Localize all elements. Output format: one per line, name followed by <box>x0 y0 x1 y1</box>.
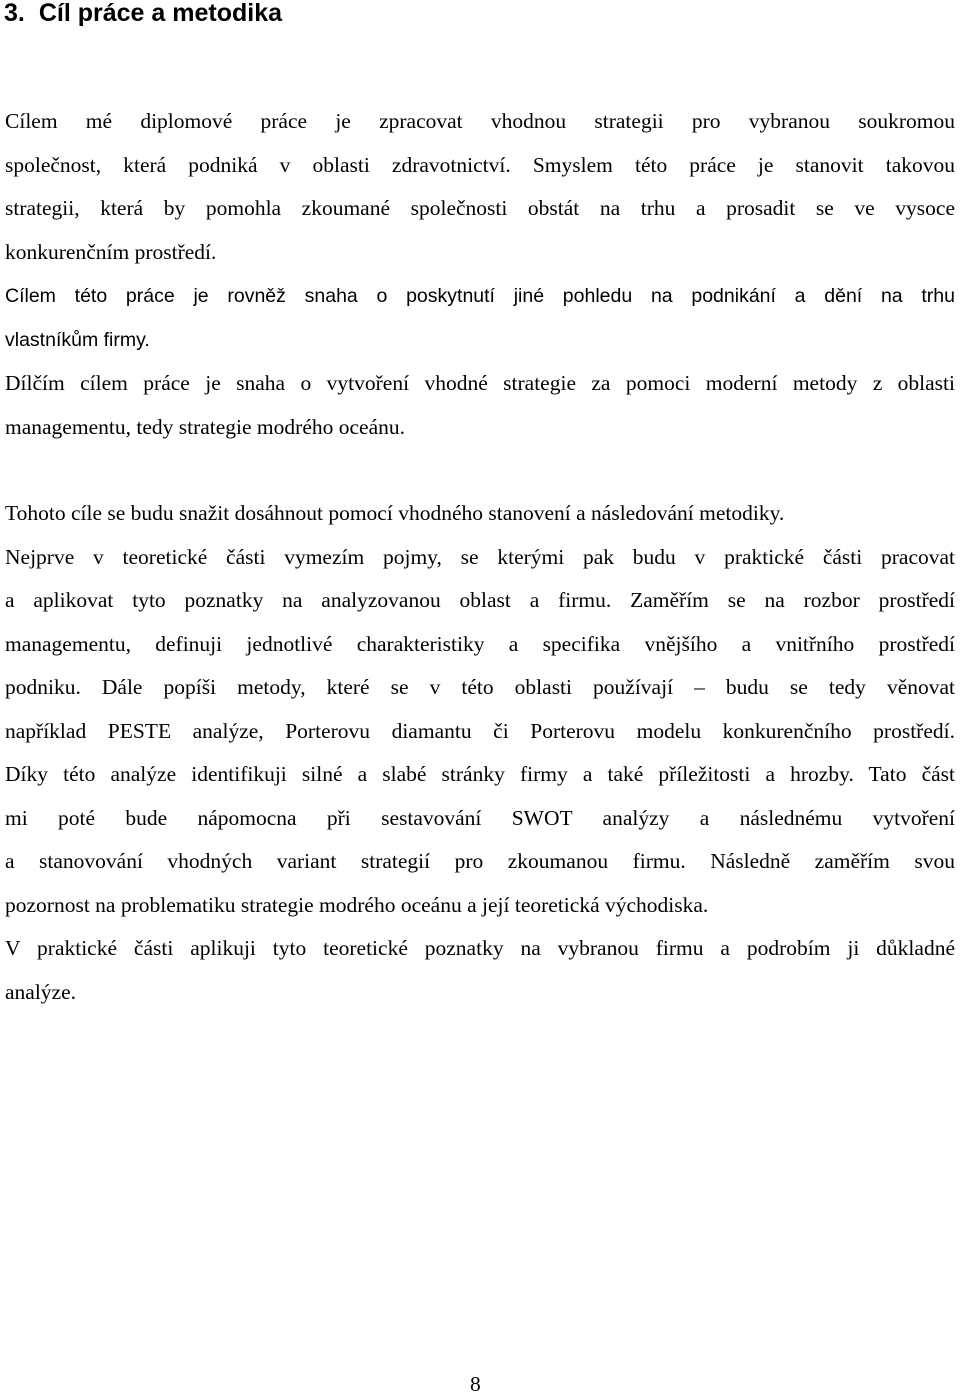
paragraph-partial-goal <box>5 362 955 449</box>
text-line: Tohoto cíle se budu snažit dosáhnout pomocí vhodného stanovení a následování metodiky. <box>5 501 785 525</box>
text-line: například PESTE analýze, Porterovu diamantu či Porterovu modelu konkurenčního prostředí. <box>5 718 955 743</box>
text-line: Nejprve v teoretické části vymezím pojmy, se kterými pak budu v praktické části pracovat <box>5 544 955 569</box>
paragraph-methodology <box>5 492 955 1014</box>
text-line: společnost, která podniká v oblasti zdravotnictví. Smyslem této práce je stanovit takovou <box>5 152 955 177</box>
text-line: managementu, definuji jednotlivé charakteristiky a specifika vnějšího a vnitřního prostředí <box>5 631 955 656</box>
text-line: analýze. <box>5 979 77 1004</box>
text-line: Cílem mé diplomové práce je zpracovat vhodnou strategii pro vybranou soukromou <box>5 109 955 133</box>
text-line: managementu, tedy strategie modrého oceánu. <box>5 414 405 439</box>
section-heading <box>4 0 282 30</box>
text-line: Dílčím cílem práce je snaha o vytvoření vhodné strategie za pomoci moderní metody z oblasti <box>5 371 955 395</box>
text-line: a aplikovat tyto poznatky na analyzovanou oblast a firmu. Zaměřím se na rozbor prostředí <box>5 588 955 612</box>
text-line: vlastníkům firmy. <box>5 328 150 351</box>
paragraph-secondary-goal <box>5 275 955 362</box>
text-line: strategii, která by pomohla zkoumané společnosti obstát na trhu a prosadit se ve vysoce <box>5 196 955 220</box>
text-line: V praktické části aplikuji tyto teoretické poznatky na vybranou firmu a podrobím ji důkladné <box>5 936 955 960</box>
text-line: pozornost na problematiku strategie modrého oceánu a její teoretická východiska. <box>5 892 709 917</box>
text-line: konkurenčním prostředí. <box>5 239 217 264</box>
section-number: 3. <box>4 0 25 27</box>
text-line: Díky této analýze identifikuji silné a slabé stránky firmy a také příležitosti a hrozby. Tato část <box>5 762 955 786</box>
text-line: podniku. Dále popíši metody, které se v této oblasti používají – budu se tedy věnovat <box>5 675 955 699</box>
text-line: mi poté bude nápomocna při sestavování SWOT analýzy a následnému vytvoření <box>5 805 955 830</box>
text-line: a stanovování vhodných variant strategií pro zkoumanou firmu. Následně zaměřím svou <box>5 849 955 873</box>
text-line: Cílem této práce je rovněž snaha o poskytnutí jiné pohledu na podnikání a dění na trhu <box>5 285 955 307</box>
page-number: 8 <box>470 1372 481 1396</box>
section-title: Cíl práce a metodika <box>38 0 283 27</box>
paragraph-goal <box>5 100 955 274</box>
